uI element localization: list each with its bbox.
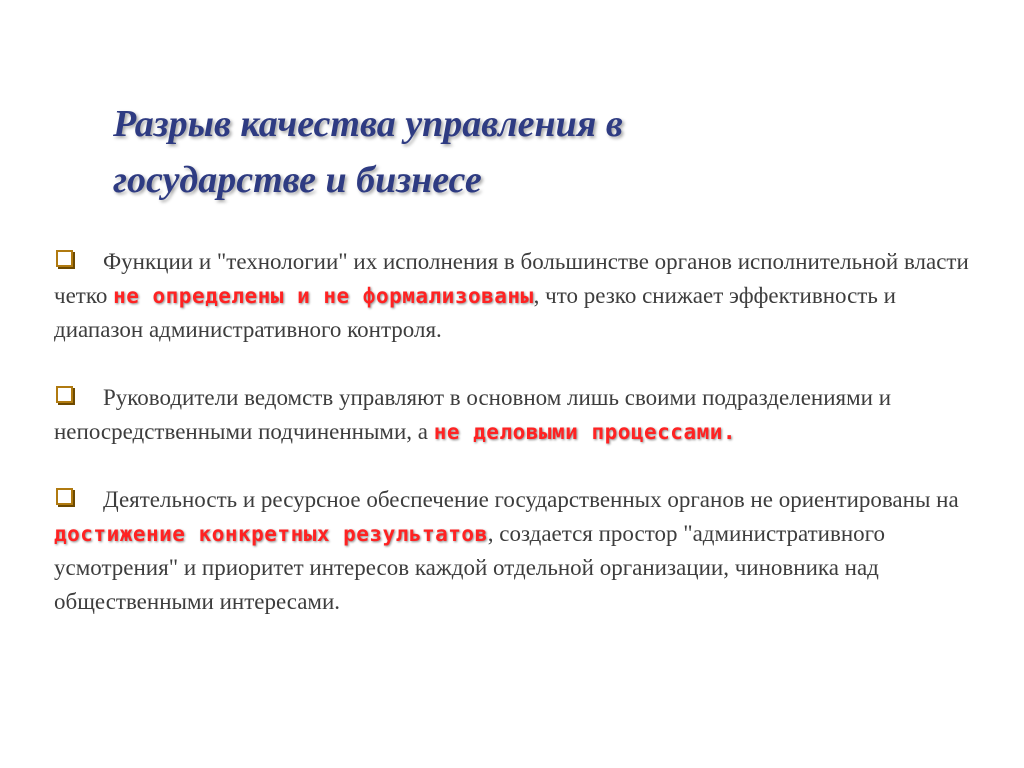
bullet-3-text-after: , создается простор "административного усмотрения" и приоритет интересов каждой отдельной организации, чиновника над общественными интересами.: [54, 521, 886, 614]
bullet-3-text-before: Деятельность и ресурсное обеспечение государственных органов не ориентированы на: [103, 487, 959, 512]
bullet-1-text-before: Функции и "технологии" их исполнения в большинстве органов исполнительной власти четко: [54, 249, 969, 308]
bullet-item-2: [54, 381, 969, 449]
bullet-3-highlight: достижение конкретных результатов: [54, 522, 488, 546]
slide-title: [113, 96, 913, 208]
slide-title-line-1: Разрыв качества управления в: [113, 103, 623, 145]
bullet-1-highlight: не определены и не формализованы: [113, 284, 534, 308]
slide-title-line-2: государстве и бизнесе: [113, 159, 482, 201]
bullet-2-highlight: не деловыми процессами.: [433, 420, 737, 444]
bullet-list: [54, 245, 969, 619]
square-bullet-icon: [56, 250, 73, 267]
square-bullet-icon: [56, 488, 73, 505]
bullet-2-text-before: Руководители ведомств управляют в основном лишь своими подразделениями и непосредственными подчиненными, а: [54, 385, 892, 444]
square-bullet-icon: [56, 386, 73, 403]
bullet-item-3: [54, 483, 969, 619]
bullet-item-1: [54, 245, 969, 347]
bullet-1-text-after: , что резко снижает эффективность и диапазон административного контроля.: [54, 283, 896, 342]
